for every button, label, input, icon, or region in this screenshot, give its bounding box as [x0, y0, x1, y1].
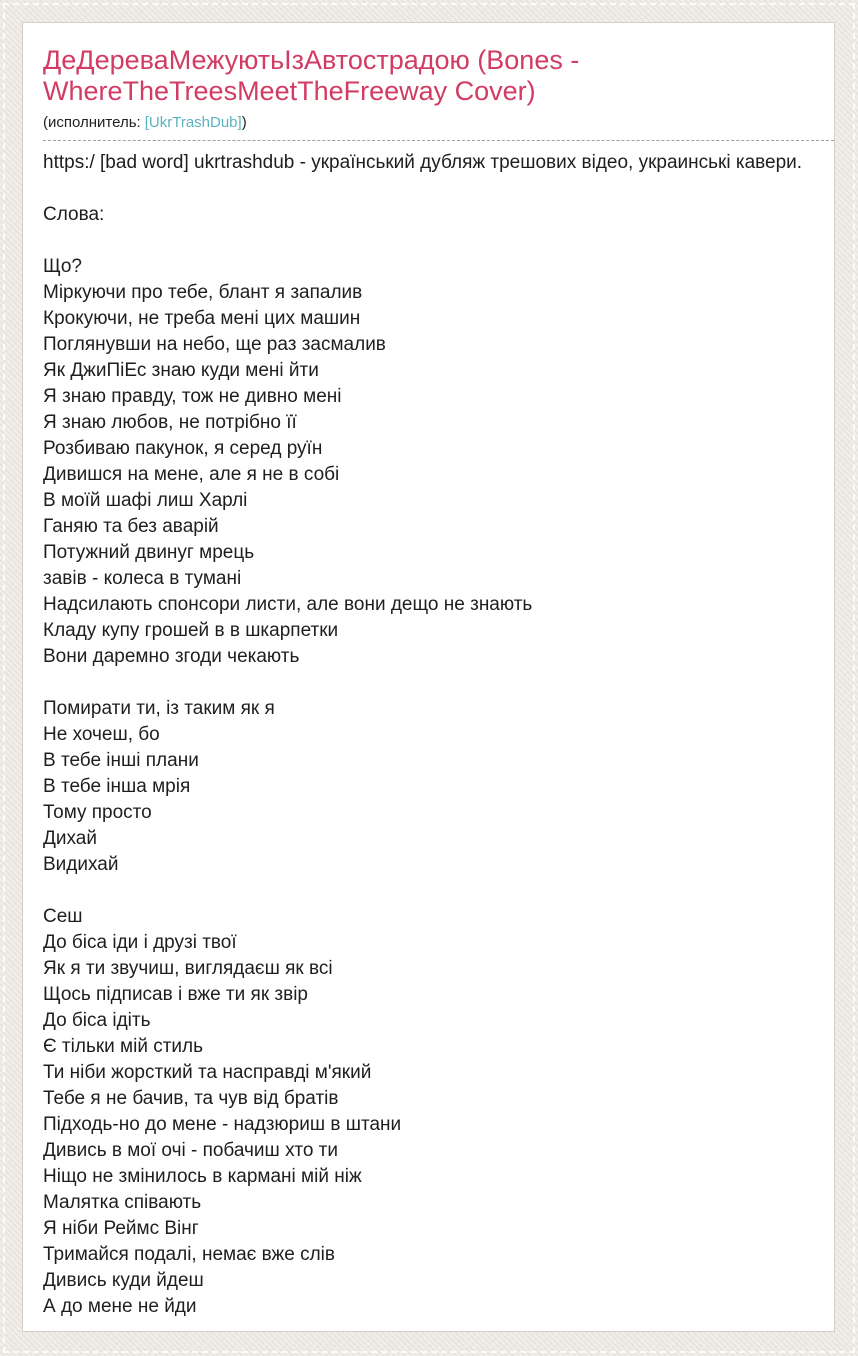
lyric-line: Кладу купу грошей в в шкарпетки: [43, 620, 339, 641]
lyric-line: В тебе інші плани: [43, 750, 199, 771]
lyric-line: В моїй шафі лиш Харлі: [43, 490, 248, 511]
lyric-line: Поглянувши на небо, ще раз засмалив: [43, 334, 386, 355]
lyric-line: Дивись в мої очі - побачиш хто ти: [43, 1140, 339, 1161]
lyric-line: Розбиваю пакунок, я серед руїн: [43, 438, 323, 459]
lyric-line: Є тільки мій стиль: [43, 1036, 204, 1057]
lyric-line: Ніщо не змінилось в кармані мій ніж: [43, 1166, 362, 1187]
lyrics-text: [43, 254, 834, 1320]
lyrics-label: Слова:: [43, 204, 105, 225]
lyric-line: Крокуючи, не треба мені цих машин: [43, 308, 361, 329]
artist-line: [43, 113, 834, 141]
lyric-line: Що?: [43, 256, 82, 277]
lyric-line: Я знаю правду, тож не дивно мені: [43, 386, 342, 407]
lyric-line: До біса ідіть: [43, 1010, 151, 1031]
lyric-line: Надсилають спонсори листи, але вони дещо не знають: [43, 594, 533, 615]
lyric-line: Вони даремно згоди чекають: [43, 646, 300, 667]
lyric-line: Я ніби Реймс Вінг: [43, 1218, 199, 1239]
lyric-line: Помирати ти, із таким як я: [43, 698, 275, 719]
lyric-line: Щось підписав і вже ти як звір: [43, 984, 308, 1005]
lyrics-stanza: [43, 254, 834, 670]
artist-label-prefix: (исполнитель:: [43, 114, 141, 131]
lyric-line: Як ДжиПіЕс знаю куди мені йти: [43, 360, 319, 381]
lyric-line: Потужний двинуг мрець: [43, 542, 255, 563]
lyrics-stanza: [43, 904, 834, 1320]
lyric-line: Як я ти звучиш, виглядаєш як всі: [43, 958, 333, 979]
lyric-line: Підходь-но до мене - надзюриш в штани: [43, 1114, 402, 1135]
page-title: ДеДереваМежуютьІзАвтострадою (Bones - WhereTheTreesMeetTheFreeway Cover): [43, 45, 580, 106]
lyric-line: Тому просто: [43, 802, 152, 823]
lyric-line: В тебе інша мрія: [43, 776, 191, 797]
lyric-line: Я знаю любов, не потрібно її: [43, 412, 297, 433]
artist-label-suffix: ): [241, 114, 247, 131]
lyric-line: Дивись куди йдеш: [43, 1270, 204, 1291]
lyric-line: Тебе я не бачив, та чув від братів: [43, 1088, 339, 1109]
lyric-line: Ганяю та без аварій: [43, 516, 219, 537]
lyric-line: Міркуючи про тебе, блант я запалив: [43, 282, 363, 303]
lyrics-card: [22, 22, 835, 1332]
lyric-line: Дивишся на мене, але я не в собі: [43, 464, 340, 485]
channel-description: https:/ [bad word] ukrtrashdub - український дубляж трешових відео, украинські кавери.: [43, 152, 803, 173]
artist-link[interactable]: [UkrTrashDub]: [144, 114, 242, 131]
lyric-line: А до мене не йди: [43, 1296, 197, 1317]
lyric-line: Малятка співають: [43, 1192, 202, 1213]
lyrics-stanza: [43, 696, 834, 878]
lyric-line: Не хочеш, бо: [43, 724, 160, 745]
lyric-line: До біса іди і друзі твої: [43, 932, 237, 953]
lyric-line: Ти ніби жорсткий та насправді м'який: [43, 1062, 372, 1083]
lyric-line: завів - колеса в тумані: [43, 568, 242, 589]
lyric-line: Сеш: [43, 906, 83, 927]
lyric-line: Дихай: [43, 828, 97, 849]
lyric-line: Тримайся подалі, немає вже слів: [43, 1244, 335, 1265]
lyric-line: Видихай: [43, 854, 119, 875]
